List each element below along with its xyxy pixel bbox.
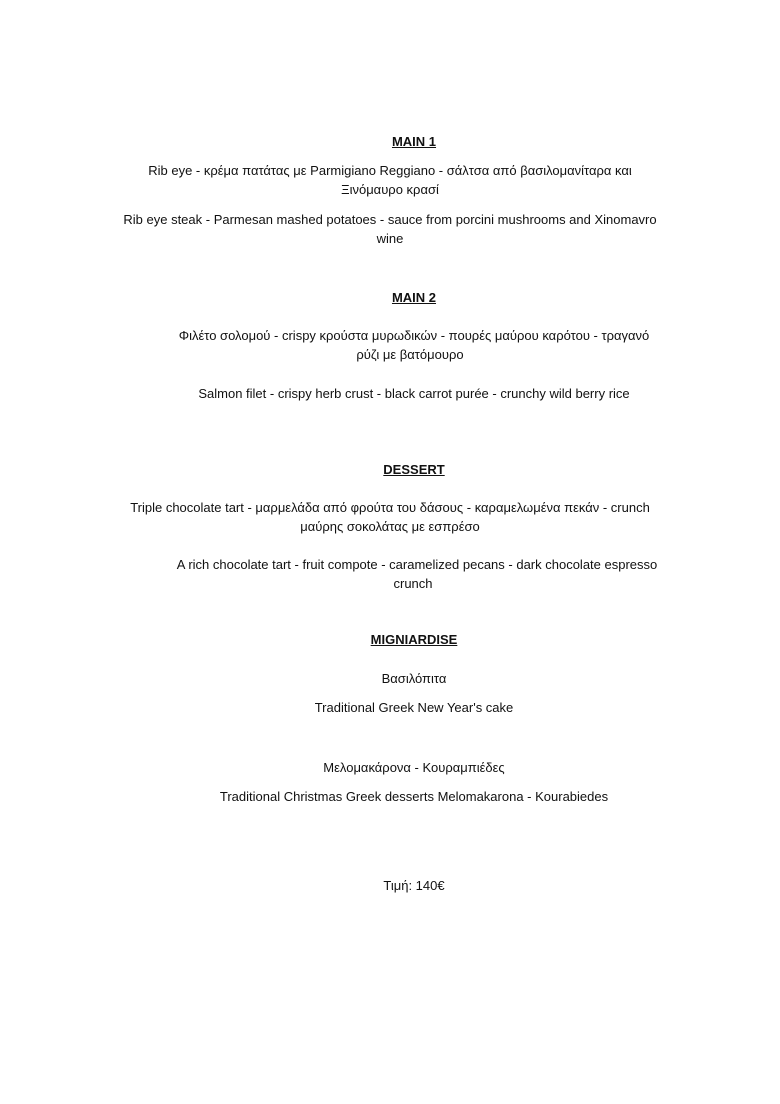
migniardise-heading: MIGNIARDISE bbox=[370, 632, 458, 647]
migniardise-item2-english: Traditional Christmas Greek desserts Melomakarona - Kourabiedes bbox=[219, 789, 609, 804]
main2-greek-line1: Φιλέτο σολομού - crispy κρούστα μυρωδικών - πουρές μαύρου καρότου - τραγανό bbox=[178, 328, 650, 343]
dessert-english-line1: A rich chocolate tart - fruit compote - caramelized pecans - dark chocolate espresso bbox=[176, 557, 658, 572]
dessert-greek-line2: μαύρης σοκολάτας με εσπρέσο bbox=[300, 519, 480, 534]
migniardise-item1-english: Traditional Greek New Year's cake bbox=[314, 700, 514, 715]
main1-english-line1: Rib eye steak - Parmesan mashed potatoes - sauce from porcini mushrooms and Xinomavro bbox=[123, 212, 657, 227]
dessert-english-line2: crunch bbox=[393, 576, 433, 591]
main2-english: Salmon filet - crispy herb crust - black carrot purée - crunchy wild berry rice bbox=[198, 386, 630, 401]
main1-greek-line1: Rib eye - κρέμα πατάτας με Parmigiano Reggiano - σάλτσα από βασιλομανίταρα και bbox=[148, 163, 632, 178]
migniardise-item2-greek: Μελομακάρονα - Κουραμπιέδες bbox=[323, 760, 505, 775]
dessert-heading: DESSERT bbox=[383, 462, 445, 477]
dessert-greek-line1: Triple chocolate tart - μαρμελάδα από φρούτα του δάσους - καραμελωμένα πεκάν - crunch bbox=[130, 500, 650, 515]
main1-english-line2: wine bbox=[376, 231, 404, 246]
main2-heading: MAIN 2 bbox=[391, 290, 437, 305]
price: Τιμή: 140€ bbox=[383, 878, 445, 893]
migniardise-item1-greek: Βασιλόπιτα bbox=[381, 671, 447, 686]
main1-greek-line2: Ξινόμαυρο κρασί bbox=[341, 182, 439, 197]
main2-greek-line2: ρύζι με βατόμουρο bbox=[356, 347, 464, 362]
main1-heading: MAIN 1 bbox=[391, 134, 437, 149]
